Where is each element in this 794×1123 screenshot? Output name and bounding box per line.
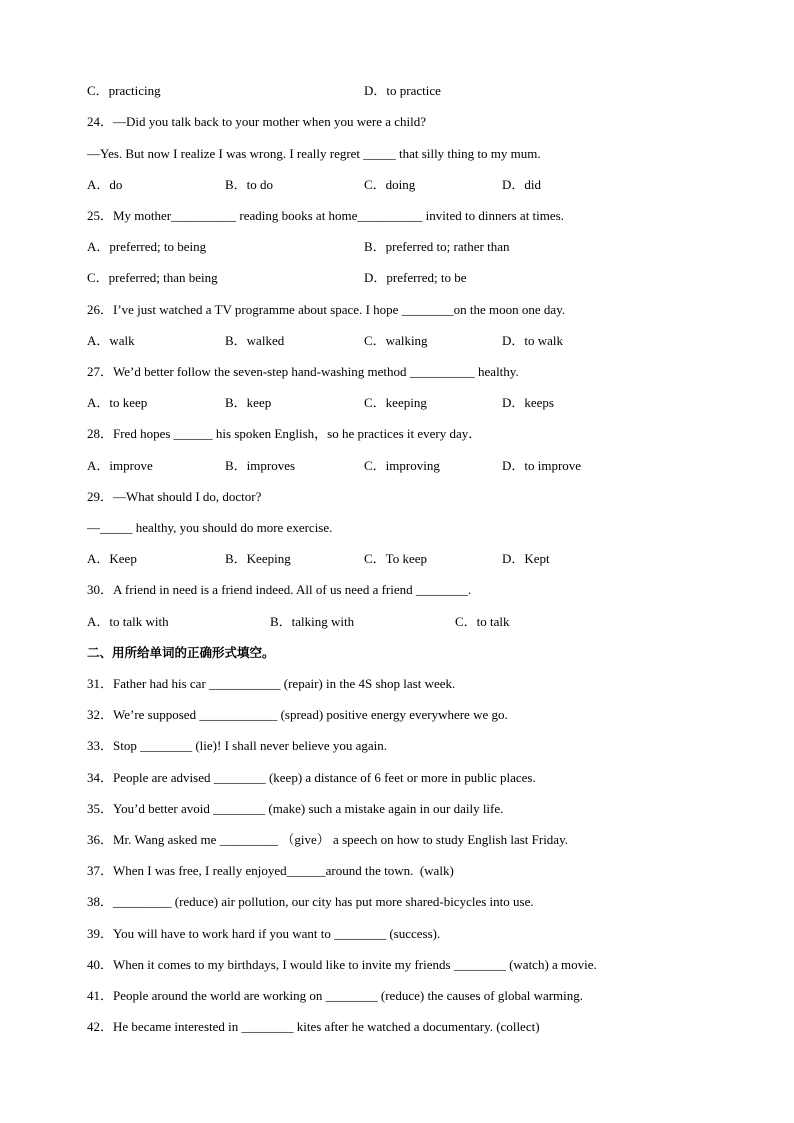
section-heading: 二、用所给单词的正确形式填空。 xyxy=(87,645,275,660)
q28-stem: 28．Fred hopes ______ his spoken English，so he practices it every day． xyxy=(87,426,482,441)
q28-option-a: A．improve xyxy=(87,458,153,473)
q24-option-c: C．doing xyxy=(364,177,416,192)
q24-option-d: D．did xyxy=(502,177,542,192)
q25-option-c: C．preferred; than being xyxy=(87,270,218,285)
q26-options-row xyxy=(87,332,564,350)
q26-option-b: B．walked xyxy=(225,333,285,348)
fill-item-41: 41．People around the world are working on ________ (reduce) the causes of global warming. xyxy=(87,988,584,1003)
q27-option-c: C．keeping xyxy=(364,395,427,410)
q30-option-b: B．talking with xyxy=(270,614,355,629)
fill-item-31: 31．Father had his car ___________ (repair) in the 4S shop last week. xyxy=(87,676,456,691)
fill-item-40: 40．When it comes to my birthdays, I would like to invite my friends ________ (watch) a movie. xyxy=(87,957,597,972)
q25-options-row-1 xyxy=(87,238,510,256)
q25-stem: 25．My mother__________ reading books at home__________ invited to dinners at times. xyxy=(87,208,564,223)
q27-option-a: A．to keep xyxy=(87,395,148,410)
q26-stem: 26．I’ve just watched a TV programme about space. I hope ________on the moon one day. xyxy=(87,302,566,317)
q24-option-b: B．to do xyxy=(225,177,274,192)
q26-option-a: A．walk xyxy=(87,333,135,348)
q27-options-row xyxy=(87,394,554,412)
q30-option-c: C．to talk xyxy=(455,614,510,629)
q29-option-d: D．Kept xyxy=(502,551,550,566)
q26-option-d: D．to walk xyxy=(502,333,564,348)
q29-option-c: C．To keep xyxy=(364,551,427,566)
q29-option-a: A．Keep xyxy=(87,551,137,566)
q27-option-b: B．keep xyxy=(225,395,272,410)
fill-item-37: 37．When I was free, I really enjoyed______around the town. (walk) xyxy=(87,863,454,878)
q26-option-c: C．walking xyxy=(364,333,428,348)
q25-option-b: B．preferred to; rather than xyxy=(364,239,510,254)
q24-option-a: A．do xyxy=(87,177,123,192)
q25-option-d: D．preferred; to be xyxy=(364,270,467,285)
q24-stem: 24．—Did you talk back to your mother when you were a child? xyxy=(87,114,426,129)
fill-item-35: 35．You’d better avoid ________ (make) such a mistake again in our daily life. xyxy=(87,801,504,816)
fill-item-32: 32．We’re supposed ____________ (spread) positive energy everywhere we go. xyxy=(87,707,508,722)
q27-option-d: D．keeps xyxy=(502,395,554,410)
q30-option-a: A．to talk with xyxy=(87,614,169,629)
q29-stem-reply: —_____ healthy, you should do more exercise. xyxy=(87,520,333,535)
q25-options-row-2 xyxy=(87,269,467,287)
q27-stem: 27．We’d better follow the seven-step hand-washing method __________ healthy. xyxy=(87,364,519,379)
q29-option-b: B．Keeping xyxy=(225,551,291,566)
q24-options-row xyxy=(87,176,542,194)
q30-options-row xyxy=(87,613,510,631)
q30-stem: 30．A friend in need is a friend indeed. All of us need a friend ________. xyxy=(87,582,472,597)
q23-option-d: D．to practice xyxy=(364,83,441,98)
fill-item-42: 42．He became interested in ________ kites after he watched a documentary. (collect) xyxy=(87,1019,540,1034)
fill-item-34: 34．People are advised ________ (keep) a distance of 6 feet or more in public places. xyxy=(87,770,536,785)
q23-options-row xyxy=(87,82,441,100)
fill-item-39: 39．You will have to work hard if you want to ________ (success). xyxy=(87,926,441,941)
fill-item-36: 36．Mr. Wang asked me _________ （give） a speech on how to study English last Friday. xyxy=(87,832,568,847)
q24-stem-reply: —Yes. But now I realize I was wrong. I really regret _____ that silly thing to my mum. xyxy=(87,146,541,161)
q28-options-row xyxy=(87,457,582,475)
fill-item-33: 33．Stop ________ (lie)! I shall never believe you again. xyxy=(87,738,388,753)
q29-options-row xyxy=(87,550,550,568)
q28-option-b: B．improves xyxy=(225,458,296,473)
q28-option-c: C．improving xyxy=(364,458,440,473)
q28-option-d: D．to improve xyxy=(502,458,582,473)
fill-item-38: 38．_________ (reduce) air pollution, our city has put more shared-bicycles into use. xyxy=(87,894,534,909)
q25-option-a: A．preferred; to being xyxy=(87,239,207,254)
q23-option-c: C．practicing xyxy=(87,83,161,98)
q29-stem: 29．—What should I do, doctor? xyxy=(87,489,262,504)
